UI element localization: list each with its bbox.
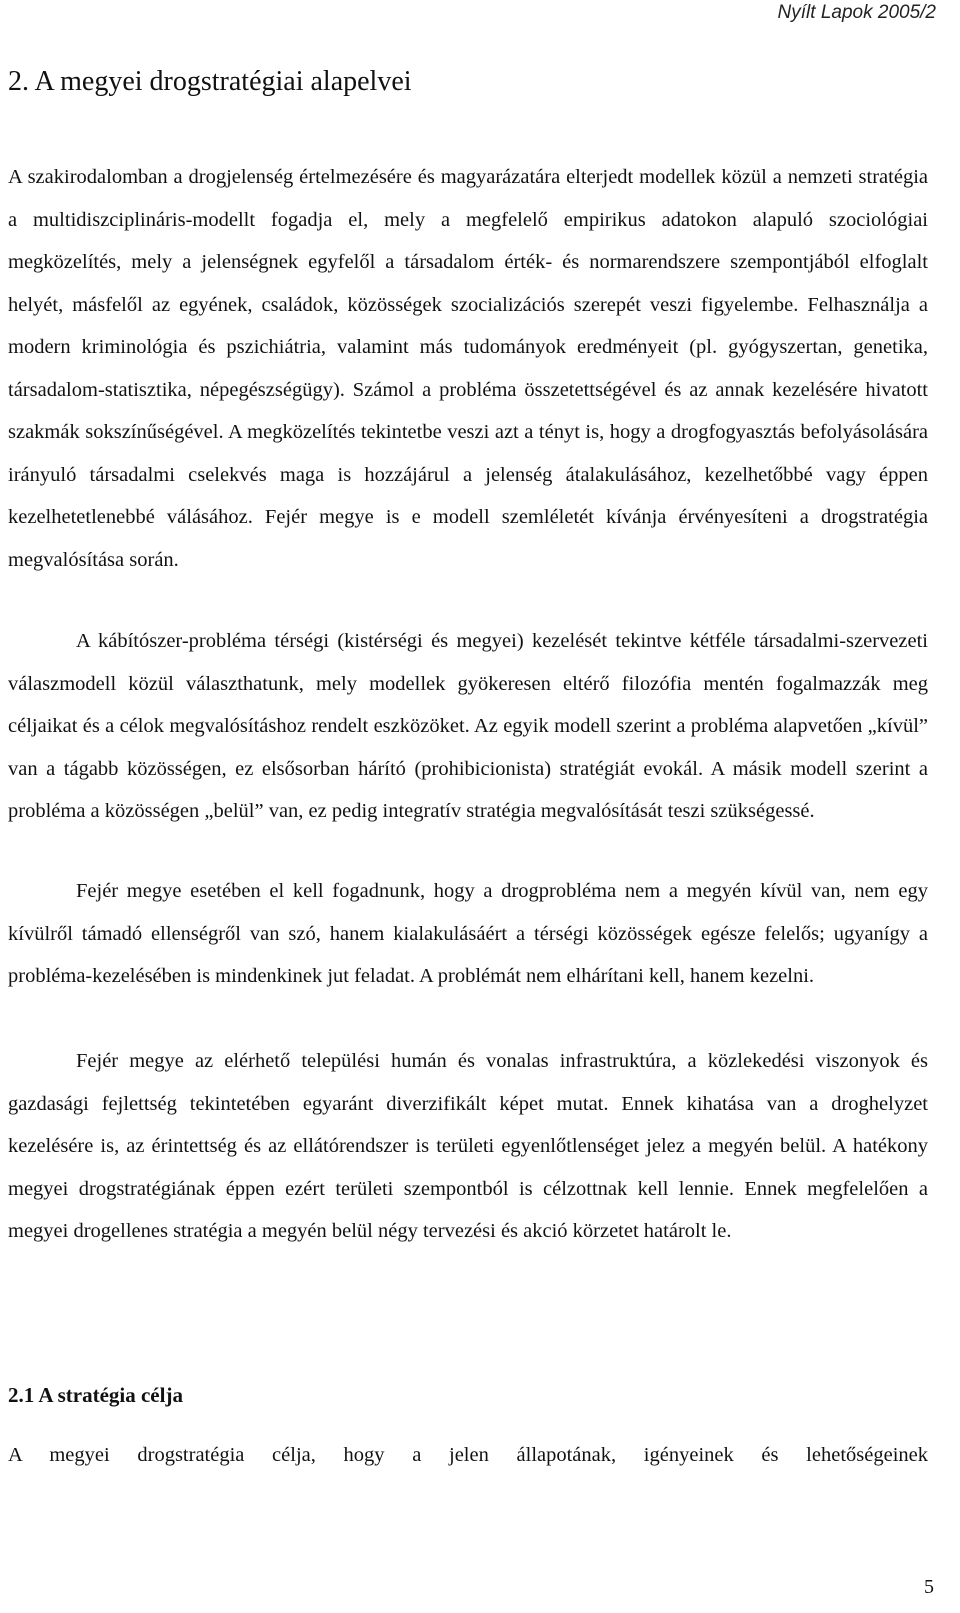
subsection-title: 2.1 A stratégia célja [8, 1383, 183, 1407]
section-title: 2. A megyei drogstratégiai alapelvei [8, 66, 412, 97]
page-number: 5 [924, 1576, 934, 1598]
paragraph-2: A kábítószer-probléma térségi (kistérségi és megyei) kezelését tekintve kétféle társadalmi-szervezeti válaszmodell közül választhatunk, mely modellek gyökeresen eltérő filozófia mentén fogalmazzák meg céljaikat és a célok megvalósításhoz rendelt eszközöket. Az egyik modell szerint a probléma alapvetően „kívül” van a tágabb közösségen, ez elsősorban hárító (prohibicionista) stratégiát evokál. A másik modell szerint a probléma a közösségen „belül” van, ez pedig integratív stratégia megvalósítását teszi szükségessé. [8, 630, 928, 822]
paragraph-1: A szakirodalomban a drogjelenség értelmezésére és magyarázatára elterjedt modellek közül a nemzeti stratégia a multidiszciplináris-modellt fogadja el, mely a megfelelő empirikus adatokon alapuló szociológiai megközelítés, mely a jelenségnek egyfelől a társadalom érték- és normarendszere szempontjából elfoglalt helyét, másfelől az egyének, családok, közösségek szocializációs szerepét veszi figyelembe. Felhasználja a modern kriminológia és pszichiátria, valamint más tudományok eredményeit (pl. gyógyszertan, genetika, társadalom-statisztika, népegészségügy). Számol a probléma összetettségével és az annak kezelésére hivatott szakmák sokszínűségével. A megközelítés tekintetbe veszi azt a tényt is, hogy a drogfogyasztás befolyásolására irányuló társadalmi cselekvés maga is hozzájárul a jelenség átalakulásához, kezelhetőbbé vagy éppen kezelhetetlenebbé válásához. Fejér megye is e modell szemléletét kívánja érvényesíteni a drogstratégia megvalósítása során. [8, 166, 928, 571]
paragraph-3: Fejér megye esetében el kell fogadnunk, hogy a drogprobléma nem a megyén kívül van, nem egy kívülről támadó ellenségről van szó, hanem kialakulásáért a térségi közösségek egésze felelős; ugyanígy a probléma-kezelésében is mindenkinek jut feladat. A problémát nem elhárítani kell, hanem kezelni. [8, 880, 928, 987]
subsection-paragraph: A megyei drogstratégia célja, hogy a jelen állapotának, igényeinek és lehetőségeinek [8, 1444, 928, 1466]
paragraph-4: Fejér megye az elérhető települési humán és vonalas infrastruktúra, a közlekedési viszonyok és gazdasági fejlettség tekintetében egyaránt diverzifikált képet mutat. Ennek kihatása van a droghelyzet kezelésére is, az érintettség és az ellátórendszer is területi egyenlőtlenséget jelez a megyén belül. A hatékony megyei drogstratégiának éppen ezért területi szempontból is célzottnak kell lennie. Ennek megfelelően a megyei drogellenes stratégia a megyén belül négy tervezési és akció körzetet határolt le. [8, 1050, 928, 1242]
journal-header: Nyílt Lapok 2005/2 [777, 2, 936, 23]
